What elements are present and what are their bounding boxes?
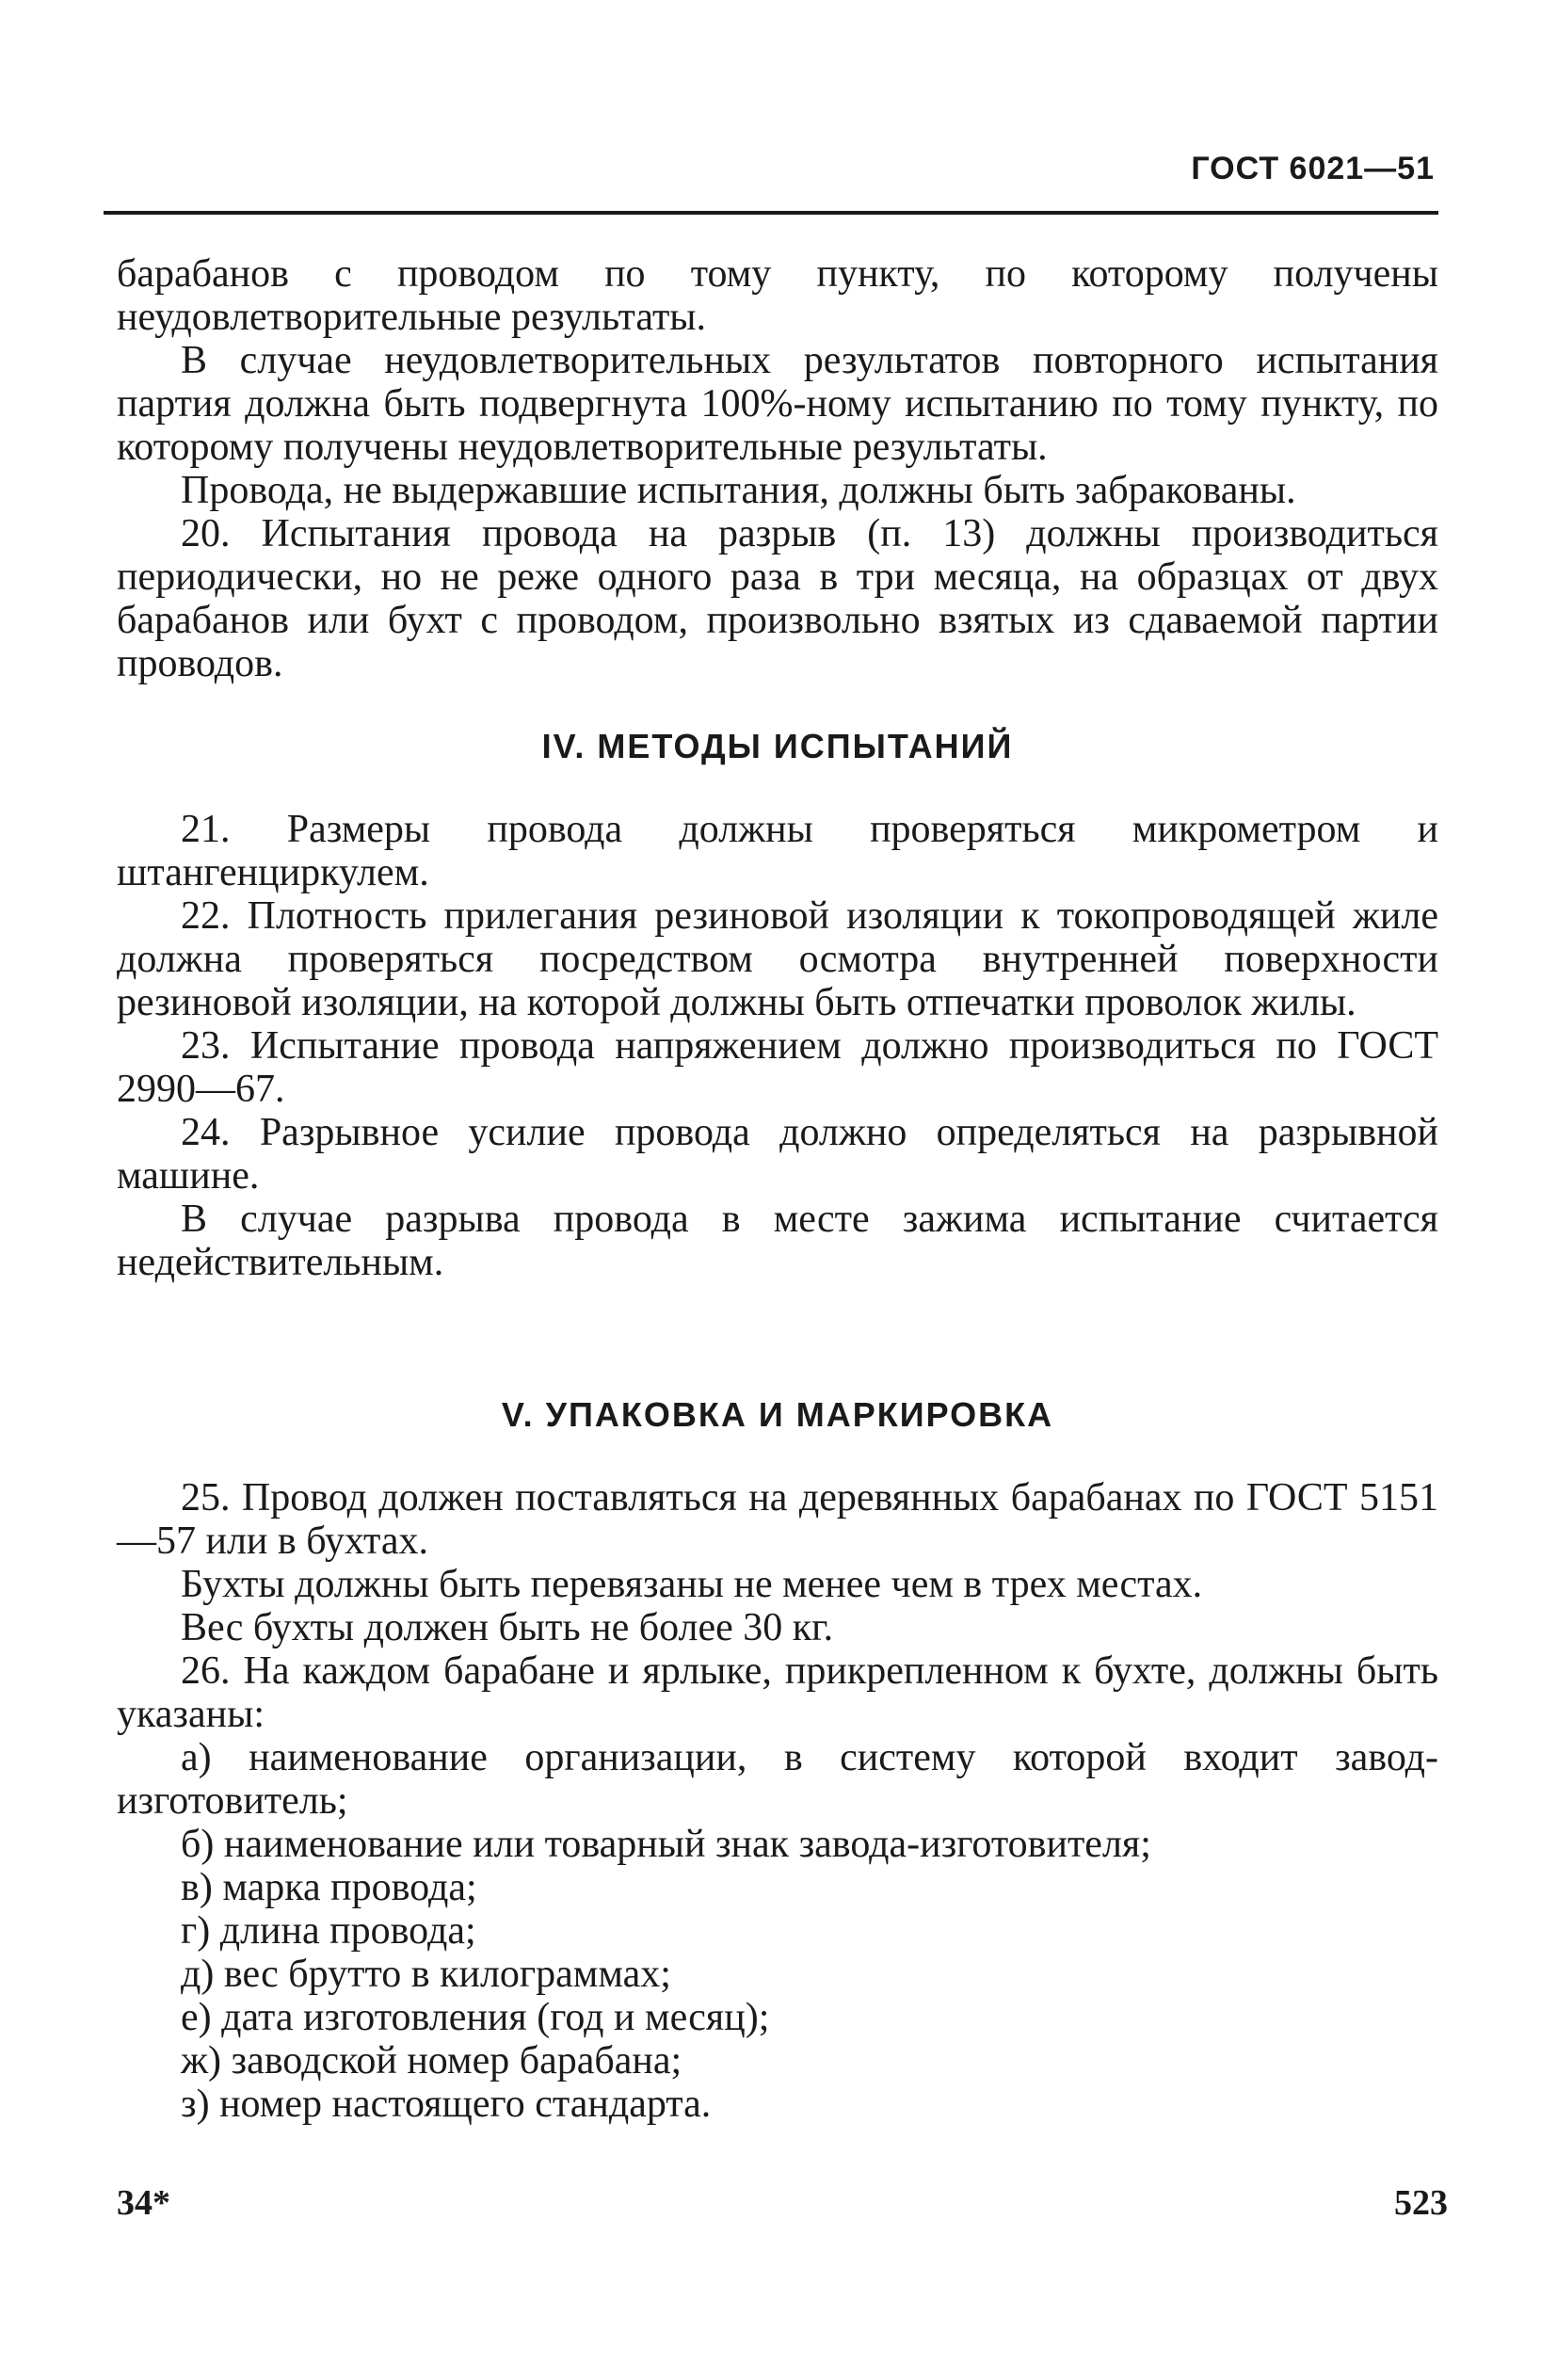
paragraph: Провода, не выдержавшие испытания, должны быть забракованы. [181, 469, 1296, 512]
paragraph-clause-20: 20. Испытания провода на разрыв (п. 13) должны производиться периодически, но не реже одного раза в три месяца, на образцах от двух барабанов или бухт с проводом, произвольно взятых из сдаваемой партии проводов. [117, 512, 1438, 685]
list-item: ж) заводской номер барабана; [181, 2039, 682, 2082]
paragraph-clause-24: 24. Разрывное усилие провода должно определяться на разрывной машине. [117, 1111, 1438, 1198]
list-item: а) наименование организации, в систему которой входит завод-изготовитель; [117, 1736, 1438, 1823]
signature-mark: 34* [117, 2183, 170, 2223]
paragraph-clause-22: 22. Плотность прилегания резиновой изоляции к токопроводящей жиле должна проверяться посредством осмотра внутренней поверхности резиновой изоляции, на которой должны быть отпечатки проволок жилы. [117, 894, 1438, 1024]
paragraph: В случае неудовлетворительных результатов повторного испытания партия должна быть подвергнута 100%-ному испытанию по тому пункту, по которому получены неудовлетворительные результаты. [117, 339, 1438, 469]
paragraph: Бухты должны быть перевязаны не менее чем в трех местах. [181, 1563, 1203, 1606]
running-header-standard: ГОСТ 6021—51 [1191, 151, 1435, 186]
list-item: д) вес брутто в килограммах; [181, 1953, 671, 1996]
list-item: з) номер настоящего стандарта. [181, 2082, 712, 2126]
list-item: в) марка провода; [181, 1866, 477, 1909]
header-rule [104, 211, 1438, 215]
paragraph: В случае разрыва провода в месте зажима испытание считается недействительным. [117, 1198, 1438, 1284]
section-heading-iv: IV. МЕТОДЫ ИСПЫТАНИЙ [541, 727, 1014, 765]
page-number: 523 [1394, 2183, 1448, 2223]
paragraph: Вес бухты должен быть не более 30 кг. [181, 1606, 834, 1649]
paragraph: барабанов с проводом по тому пункту, по которому получены неудовлетворительные результаты. [117, 252, 1438, 339]
paragraph-clause-26: 26. На каждом барабане и ярлыке, прикрепленном к бухте, должны быть указаны: [117, 1649, 1438, 1736]
body-text [117, 252, 1438, 2126]
paragraph-clause-21: 21. Размеры провода должны проверяться микрометром и штангенциркулем. [117, 808, 1438, 894]
list-item: б) наименование или товарный знак завода-изготовителя; [181, 1823, 1151, 1866]
paragraph-clause-23: 23. Испытание провода напряжением должно производиться по ГОСТ 2990—67. [117, 1024, 1438, 1111]
paragraph-clause-25: 25. Провод должен поставляться на деревянных барабанах по ГОСТ 5151—57 или в бухтах. [117, 1476, 1438, 1563]
list-item: г) длина провода; [181, 1909, 476, 1953]
section-heading-v: V. УПАКОВКА И МАРКИРОВКА [501, 1395, 1054, 1434]
list-item: е) дата изготовления (год и месяц); [181, 1996, 770, 2039]
